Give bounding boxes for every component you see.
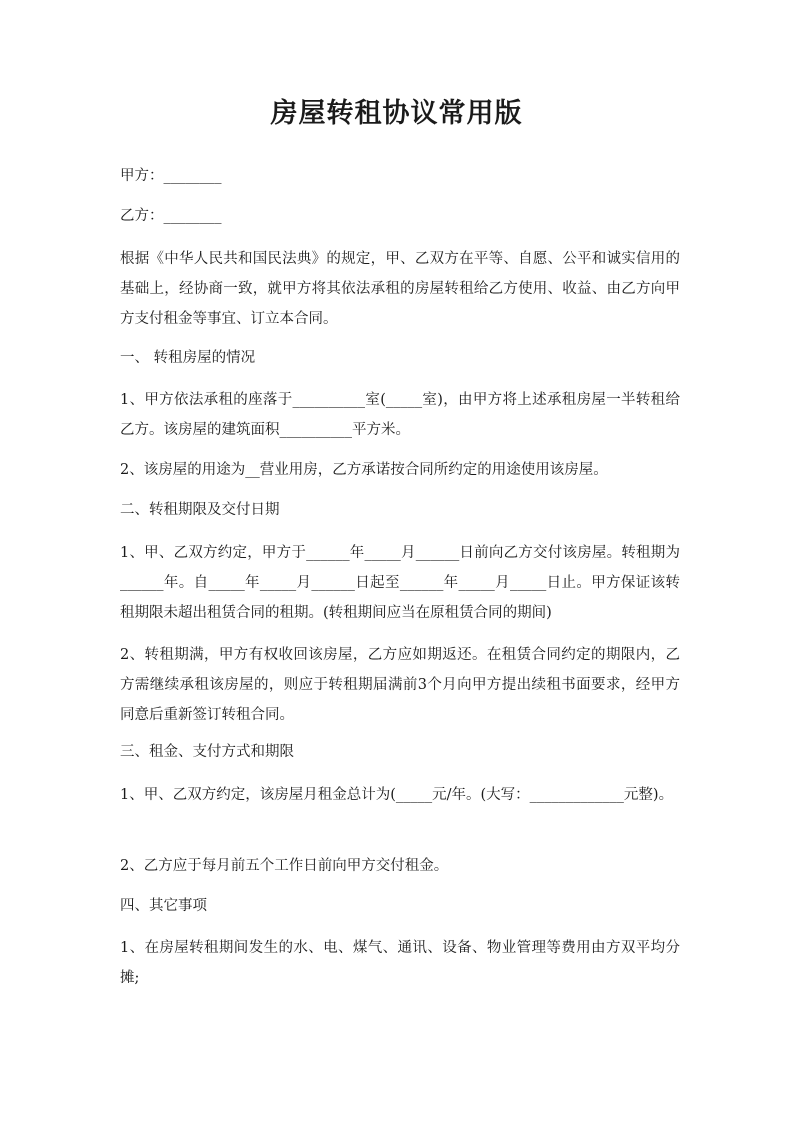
section-3-paragraph-1: 1、甲、乙双方约定，该房屋月租金总计为(_____元/年。(大写：_____________元整)。 [120,787,674,803]
party-b-line: 乙方：________ [120,208,222,224]
section-1-paragraph-1: 1、甲方依法承租的座落于__________室(_____室)，由甲方将上述承租房屋一半转租给乙方。该房屋的建筑面积__________平方米。 [120,392,680,438]
section-2-paragraph-2: 2、转租期满，甲方有权收回该房屋，乙方应如期返还。在租赁合同约定的期限内，乙方需继续承租该房屋的，则应于转租期届满前3个月向甲方提出续租书面要求，经甲方同意后重新签订转租合同。 [120,647,680,723]
section-3-heading: 三、租金、支付方式和期限 [120,744,294,760]
section-2-heading: 二、转租期限及交付日期 [120,502,280,518]
section-2-paragraph-1: 1、甲、乙双方约定，甲方于______年_____月______日前向乙方交付该房屋。转租期为______年。自_____年_____月______日起至______年_____月_____日止。甲方保证该转租期限未超出租赁合同的租期。(转租期间应当在原租赁合同的期间) [120,545,680,621]
section-1-heading: 一、 转租房屋的情况 [120,350,256,366]
section-4-heading: 四、其它事项 [120,898,207,914]
section-1-paragraph-2: 2、该房屋的用途为__营业用房，乙方承诺按合同所约定的用途使用该房屋。 [120,462,608,478]
document-title: 房屋转租协议常用版 [270,98,523,129]
section-3-paragraph-2: 2、乙方应于每月前五个工作日前向甲方交付租金。 [120,858,449,874]
party-a-line: 甲方：________ [120,168,222,184]
section-4-paragraph-1: 1、在房屋转租期间发生的水、电、煤气、通讯、设备、物业管理等费用由方双平均分摊; [120,940,680,986]
intro-paragraph: 根据《中华人民共和国民法典》的规定，甲、乙双方在平等、自愿、公平和诚实信用的基础上，经协商一致，就甲方将其依法承租的房屋转租给乙方使用、收益、由乙方向甲方支付租金等事宜、订立本合同。 [120,251,680,327]
